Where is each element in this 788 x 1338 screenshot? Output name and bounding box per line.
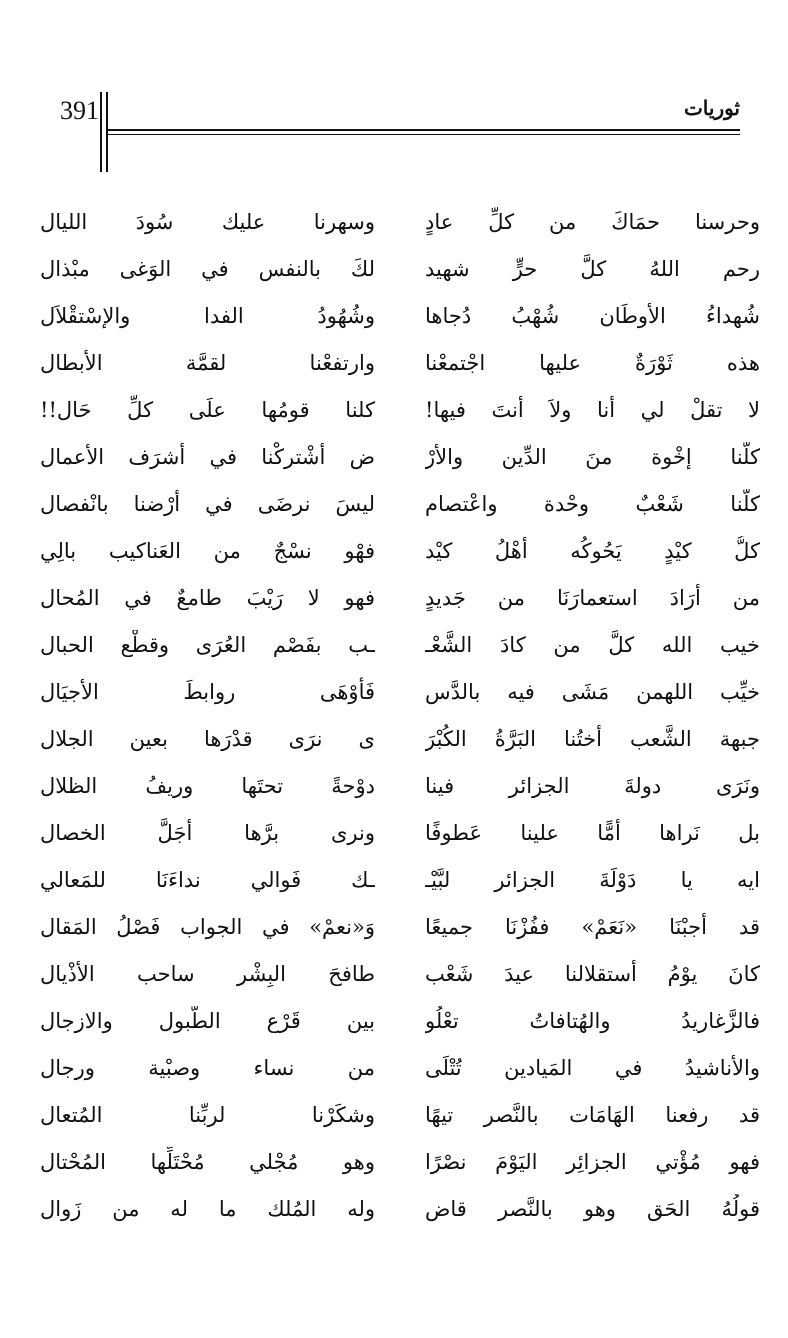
verse-right-hemistich: ايه يا دَوْلَةَ الجزائر لبَّيْـ [425, 867, 760, 892]
verse-right-hemistich: قد أجبْنَا «نَعَمْ» ففُزْنَا جميعًا [425, 914, 760, 939]
verse-right-hemistich: شُهداءُ الأوطَان شُهْبُ دُجاها [425, 303, 760, 328]
verse-line [40, 950, 760, 997]
verse-right-hemistich: رحم اللهُ كلَّ حرٍّ شهيد [425, 256, 760, 281]
verse-left-hemistich: كلنا قومُها علَى كلِّ حَال!! [40, 397, 375, 422]
header-vertical-bar [100, 92, 102, 172]
verse-line [40, 527, 760, 574]
verse-left-hemistich: وسهرنا عليك سُودَ الليال [40, 209, 375, 234]
verse-line [40, 1185, 760, 1232]
verse-right-hemistich: والأناشيدُ في المَيادين تُتْلَى [425, 1055, 760, 1080]
verse-left-hemistich: ـب بفَصْم العُرَى وقطْع الحبال [40, 632, 375, 657]
page-number: 391 [60, 96, 99, 125]
verse-right-hemistich: قد رفعنا الهَامَات بالنَّصر تيهًا [425, 1102, 760, 1127]
verse-right-hemistich: ونَرَى دولةَ الجزائر فينا [425, 773, 760, 798]
page-header [0, 0, 788, 180]
verse-left-hemistich: وشُهُودُ الفدا والإسْتقْلاَل [40, 303, 375, 328]
verse-right-hemistich: وحرسنا حمَاكَ من كلِّ عادٍ [425, 209, 760, 234]
verse-left-hemistich: ونرى برَّها أجَلَّ الخصال [40, 820, 375, 845]
verse-line [40, 762, 760, 809]
verse-right-hemistich: لا تقلْ لي أنا ولاَ أنتَ فيها! [425, 397, 760, 422]
verse-right-hemistich: قولُهُ الحَق وهو بالنَّصر قاض [425, 1196, 760, 1221]
verse-line [40, 1091, 760, 1138]
verse-right-hemistich: كلُّ كيْدٍ يَحُوكُه أهْلُ كيْد [425, 538, 760, 563]
verse-left-hemistich: طافحَ البِشْر ساحب الأذْيال [40, 961, 375, 986]
verse-left-hemistich: بين قَرْع الطُّبول والازجال [40, 1008, 375, 1033]
verse-left-hemistich: فهْو نسْجٌ من العَناكيب بالِي [40, 538, 375, 563]
verse-left-hemistich: فهو لا رَيْبَ طامعٌ في المُحال [40, 585, 375, 610]
verse-line [40, 245, 760, 292]
verse-left-hemistich: ض أشْتركْنا في أشرَف الأعمال [40, 444, 375, 469]
verse-line [40, 339, 760, 386]
verse-left-hemistich: فَأوْهَى روابطَ الأجيَال [40, 679, 375, 704]
verse-right-hemistich: كانَ يوْمُ أستقلالنا عيدَ شَعْب [425, 961, 760, 986]
running-title: ثوريات [683, 96, 740, 120]
verse-right-hemistich: جبهة الشَّعب أختُنا البَرَّةُ الكُبْرَ [425, 726, 760, 751]
verse-right-hemistich: بل نَراها أمًّا علينا عَطوفًا [425, 820, 760, 845]
verse-line [40, 574, 760, 621]
verse-right-hemistich: كلُّنا شَعْبٌ وحْدة واعْتصام [425, 491, 760, 516]
verse-line [40, 809, 760, 856]
verse-right-hemistich: هذه ثَوْرَةٌ عليها اجْتمعْنا [425, 350, 760, 375]
verse-left-hemistich: من نساء وصبْية ورجال [40, 1055, 375, 1080]
verse-line [40, 386, 760, 433]
verse-line [40, 1138, 760, 1185]
verse-line [40, 856, 760, 903]
header-rule-thin [108, 134, 740, 135]
verse-line [40, 1044, 760, 1091]
header-vertical-bar [106, 92, 108, 172]
verse-right-hemistich: فالزَّغاريدُ والهُتافاتُ تعْلُو [425, 1008, 760, 1033]
verse-line [40, 480, 760, 527]
verse-line [40, 621, 760, 668]
verse-left-hemistich: ى نرَى قدْرَها بعين الجلال [40, 726, 375, 751]
verse-left-hemistich: ليسَ نرضَى في أرْضنا بانْفصال [40, 491, 375, 516]
verse-left-hemistich: دوْحةً تحتَها وريفُ الظلال [40, 773, 375, 798]
verse-left-hemistich: وهو مُجْلي مُحْتَلِّها المُحْتال [40, 1149, 375, 1174]
verse-line [40, 668, 760, 715]
verse-left-hemistich: لكَ بالنفس في الوَغى مبْذال [40, 256, 375, 281]
verse-right-hemistich: خيب الله كلَّ من كادَ الشَّعْـ [425, 632, 760, 657]
verse-line [40, 997, 760, 1044]
header-rule [108, 129, 740, 131]
verse-line [40, 433, 760, 480]
verse-line [40, 292, 760, 339]
verse-left-hemistich: وَ«نعمْ» في الجواب فَصْلُ المَقال [40, 914, 375, 939]
verse-line [40, 198, 760, 245]
verse-left-hemistich: وشكَرْنا لربِّنا المُتعال [40, 1102, 375, 1127]
verse-left-hemistich: ـك فَوالي نداءَنَا للمَعالي [40, 867, 375, 892]
verse-left-hemistich: وارتفعْنا لقمَّة الأبطال [40, 350, 375, 375]
verse-line [40, 903, 760, 950]
verse-right-hemistich: كلُّنا إخْوة منَ الدِّين والأرْ [425, 444, 760, 469]
verse-left-hemistich: وله المُلك ما له من زَوال [40, 1196, 375, 1221]
verse-right-hemistich: خيِّب اللهمن مَشَى فيه بالدَّس [425, 679, 760, 704]
poem-body [40, 198, 760, 1232]
verse-right-hemistich: من أرَادَ استعمارَنَا من جَديدٍ [425, 585, 760, 610]
verse-right-hemistich: فهو مُؤْتي الجزائِر اليَوْمَ نصْرًا [425, 1149, 760, 1174]
verse-line [40, 715, 760, 762]
